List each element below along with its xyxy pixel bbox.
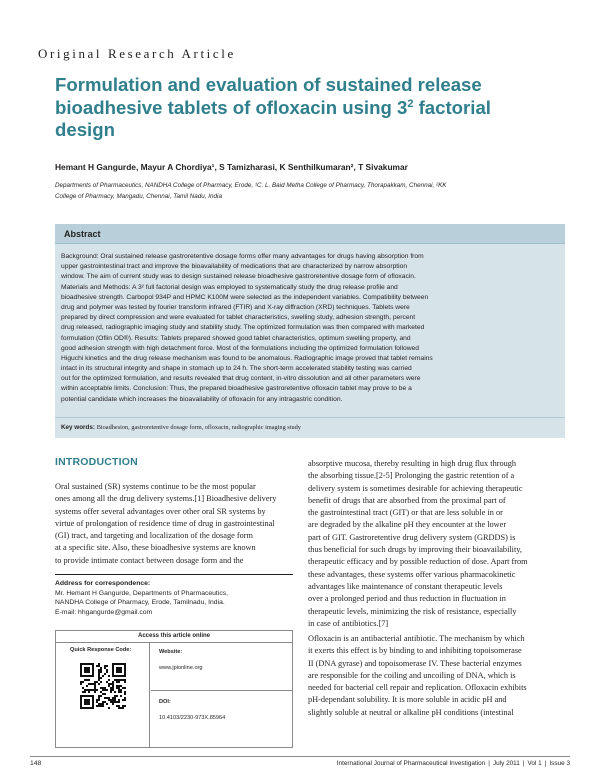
body-line: it exerts this effect is by binding to and inhibiting topoisomerase [308,646,522,656]
abstract-line: Materials and Methods: A 3² full factorial design was employed to systematically study the drug release profile and [61,283,398,291]
body-line: ones among all the drug delivery systems.[1] Bioadhesive delivery [55,494,277,504]
abstract-line: bioadhesive strength. Carbopol 934P and HPMC K100M were selected as the independent variables. Compatibility between [61,293,429,301]
access-online-box [55,630,293,748]
website-link[interactable]: www.jpionline.org [159,665,203,671]
article-title [55,74,525,142]
abstract-line: potential candidate which increases the bioavailability of ofloxacin for any intragastric condition. [61,395,343,403]
body-line: to provide intimate contact between dosage form and the [55,555,244,565]
footer-divider [30,756,570,757]
abstract-line: Background: Oral sustained release gastroretentive dosage forms offer many advantages for drugs having absorption from [61,253,424,260]
abstract-line: within acceptable limits. Conclusion: Thus, the prepared bioadhesive gastroretentive ofloxacin tablet may prove to be a [61,385,412,393]
body-line: slightly soluble at neutral or alkaline pH conditions (intestinal [308,707,514,717]
affiliation-line: College of Pharmacy, Mangadu, Chennai, Tamil Nadu, India [55,193,222,200]
body-line: II (DNA gyrase) and topoisomerase IV. These bacterial enzymes [308,658,522,668]
body-line: these advantages, these systems offer various pharmacokinetic [308,569,516,579]
introduction-left-column [55,481,293,567]
qr-cell [56,643,150,747]
introduction-heading: INTRODUCTION [55,456,138,468]
body-line: virtue of prolongation of residence time of drug in gastrointestinal [55,518,275,528]
body-line: Oral sustained (SR) systems continue to be the most popular [55,482,256,491]
correspondence-heading: Address for correspondence: [55,580,151,587]
keywords-row [55,417,565,438]
journal-volume: Vol 1 [527,760,542,767]
website-cell [151,643,292,691]
correspondence-line: Mr. Hemant H Gangurde, Departments of Pharmaceutics, [55,589,229,597]
body-line: advantages like maintenance of constant therapeutic levels [308,581,503,591]
abstract-box [55,224,565,438]
body-line: thus beneficial for such drugs by improving their bioavailability, [308,545,522,555]
abstract-line: good adhesion strength with high detachment force. Most of the formulations including the optimized formulation followed [61,344,419,352]
body-line: part of GIT. Gastroretentive drug delivery system (GRDDS) is [308,532,516,542]
keywords-text: Bioadhesion, gastroretentive dosage form, ofloxacin, radiographic imaging study [96,424,301,431]
body-line: therapeutic levels, minimizing the risk of resistance, especially [308,606,517,616]
abstract-line: intact in its structural integrity and shape in stomach up to 24 h. The short-term accelerated stability testing was carried [61,365,412,373]
abstract-line: out for the optimized formulation, and results revealed that drug content, in-vitro dissolution and all other parameters were [61,375,421,383]
abstract-line: window. The aim of current study was to design sustained release bioadhesive gastroretentive dosage form of ofloxacin. [61,273,416,281]
body-line: are degraded by the alkaline pH they encounter at the lower [308,520,507,530]
author-list: Hemant H Gangurde, Mayur A Chordiya¹, S Tamizharasi, K Senthilkumaran², T Sivakumar [55,162,408,172]
qr-code-icon[interactable] [80,663,126,709]
journal-date: July 2011 [492,760,520,767]
abstract-line: formulation (Oflin OD®). Results: Tablets prepared showed good tablet characteristics, optimum swelling property, and [61,334,411,342]
article-type: Original Research Article [38,46,236,61]
body-line: Ofloxacin is an antibacterial antibiotic. The mechanism by which [308,634,525,643]
title-line-3: design [55,119,115,140]
abstract-line: Higuchi kinetics and the drug release mechanism was found to be anomalous. Radiographic image proved that tablet remains [61,354,433,362]
correspondence-divider [55,574,293,575]
correspondence-email[interactable]: E-mail: hhgangurde@gmail.com [55,608,153,616]
title-line-2 [55,97,525,120]
abstract-line: drug released, radiographic imaging study and stability study. The optimized formulation was then compared with marketed [61,324,425,332]
title-suffix: factorial [413,96,491,118]
qr-label: Quick Response Code: [70,647,132,653]
page-number: 148 [30,760,42,767]
body-line: absorptive mucosa, thereby resulting in high drug flux through [308,459,517,468]
journal-issue: Issue 3 [549,760,570,767]
introduction-right-column [308,458,566,630]
website-label: Website: [159,649,183,655]
title-superscript: 2 [407,97,414,110]
introduction-right-paragraph-2 [308,633,566,719]
body-line: over a prolonged period and thus reduction in fluctuation in [308,594,506,604]
keywords-label: Key words: [61,424,95,431]
body-line: (GI) tract, and targeting and localization of the dosage form [55,531,253,541]
access-online-heading: Access this article online [56,631,292,643]
abstract-line: drug and polymer was tested by fourier transform infrared (FTIR) and X-ray diffraction (XRD) techniques. Tablets were [61,303,410,311]
affiliations [55,180,555,202]
abstract-heading: Abstract [55,224,565,244]
journal-name: International Journal of Pharmaceutical Investigation [336,760,486,767]
title-line-2-text: bioadhesive tablets of ofloxacin using 3 [55,96,408,118]
body-line: benefit of drugs that are absorbed from the proximal part of [308,495,506,505]
body-line: in case of antibiotics.[7] [308,618,389,628]
abstract-line: upper gastrointestinal tract and improve the bioavailability of medications that are characterized by narrow absorption [61,263,408,271]
body-line: are responsible for the coiling and uncoiling of DNA, which is [308,670,516,680]
doi-cell [151,691,292,747]
abstract-line: prepared by direct compression and were evaluated for tablet characteristics, swelling study, adhesion strength, percent [61,314,416,322]
title-line-1: Formulation and evaluation of sustained release [55,74,482,95]
body-line: at a specific site. Also, these bioadhesive systems are known [55,543,256,553]
affiliation-line: Departments of Pharmaceutics, NANDHA College of Pharmacy, Erode, ¹C. L. Baid Metha College of Pharmacy, Thorapakkam, Chennai, ²KK [55,182,447,189]
doi-label: DOI: [159,699,171,705]
correspondence-block [55,579,293,617]
abstract-body [61,252,559,405]
body-line: systems offer several advantages over other oral SR systems by [55,506,266,516]
body-line: the gastrointestinal tract (GIT) or that are less soluble in or [308,508,503,518]
body-line: pH-dependant solubility. It is more soluble in acidic pH and [308,695,507,705]
body-line: the absorbing tissue.[2-5] Prolonging the gastric retention of a [308,471,515,481]
body-line: delivery system is sometimes desirable for achieving therapeutic [308,483,523,493]
body-line: needed for bacterial cell repair and replication. Ofloxacin exhibits [308,683,527,693]
body-line: therapeutic efficacy and by possible reduction of dose. Apart from [308,557,528,567]
correspondence-line: NANDHA College of Pharmacy, Erode, Tamilnadu, India. [55,599,225,607]
journal-footer: International Journal of Pharmaceutical Investigation | July 2011 | Vol 1 | Issue 3 [336,760,570,767]
doi-link[interactable]: 10.4103/2230-973X.85964 [159,715,226,721]
